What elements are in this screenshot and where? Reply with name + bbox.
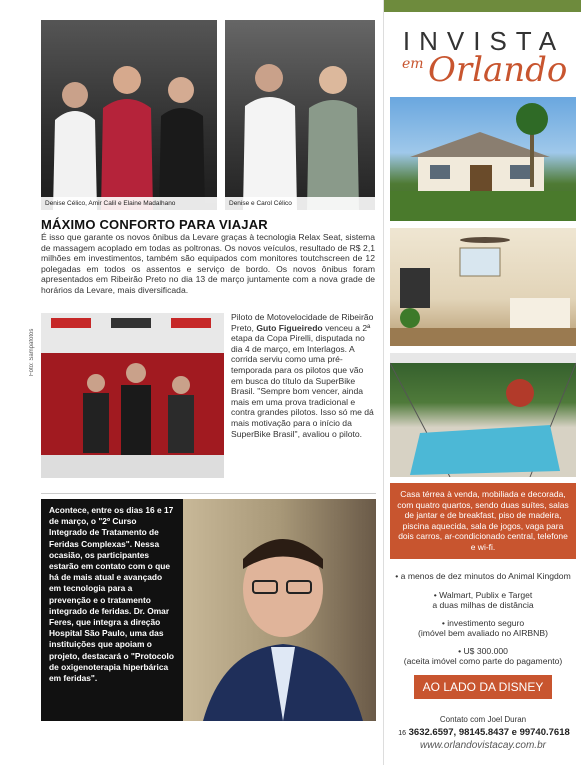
course-box bbox=[41, 499, 183, 721]
photo1-caption: Denise Célico, Amir Calil e Elaine Madalhano bbox=[41, 197, 217, 210]
moto-pilot-name: Guto Figueiredo bbox=[256, 322, 323, 333]
photo-credit: Foto: Sampafotos bbox=[29, 328, 35, 376]
bullet-price: • U$ 300.000 bbox=[458, 646, 508, 656]
divider-line bbox=[41, 493, 376, 494]
people-photo-2 bbox=[225, 20, 375, 210]
description-box bbox=[390, 483, 576, 559]
house-image bbox=[390, 97, 576, 221]
pool-image bbox=[390, 353, 576, 477]
disney-button-label: AO LADO DA DISNEY bbox=[422, 680, 544, 694]
photo2-caption: Denise e Carol Célico bbox=[225, 197, 375, 210]
article-levare: É isso que garante os novos ônibus da Levare graças à tecnologia Relax Seat, sistema de massagem acoplado em todas as poltronas. Os novos veículos, resultado de R$ 2,1 milhões em investimentos, também são equipados com monitores toutchscreen de 12 polegadas em todos os assentos e serviço de bordo. Os novos ônibus foram apresentados em Ribeirão Preto no dia 13 de março juntamente com a nova grade de horários da Levare, mais diversificada. bbox=[41, 232, 375, 295]
people-photo-1 bbox=[41, 20, 217, 210]
em-word: em bbox=[402, 56, 424, 72]
bullet-stores-distance: a duas milhas de distância bbox=[432, 600, 534, 610]
pool-photo bbox=[390, 353, 576, 477]
podium-image bbox=[41, 313, 224, 478]
event-photo-1 bbox=[41, 20, 217, 210]
doctor-image bbox=[183, 499, 376, 721]
livingroom-image bbox=[390, 228, 576, 346]
orlando-ad bbox=[383, 0, 581, 765]
phone-line bbox=[388, 727, 580, 738]
doctor-portrait bbox=[183, 499, 376, 721]
bullet-airbnb: (imóvel bem avaliado no AIRBNB) bbox=[418, 628, 548, 638]
event-photo-2 bbox=[225, 20, 375, 210]
livingroom-photo bbox=[390, 228, 576, 346]
bullet-payment: (aceita imóvel como parte do pagamento) bbox=[403, 656, 563, 666]
bullet-stores: • Walmart, Publix e Target bbox=[433, 590, 533, 600]
course-text: Acontece, entre os dias 16 e 17 de março, o "2º Curso Integrado de Tratamento de Feridas Complexas". Nessa ocasião, os participantes estarão em contato com o que há de mais atual e avançado em tecnologia para a prevenção e o tratamento integrado de feridas. Dr. Omar Feres, que integra a direção Hospital São Paulo, uma das instituições que apoiam o projeto, destacará o "Protocolo de oxigenoterapia hiperbárica em feridas". bbox=[49, 505, 174, 684]
top-green-bar bbox=[384, 0, 581, 12]
bullet-investment: • investimento seguro bbox=[441, 618, 525, 628]
moto-text-pre: Piloto de Motovelocidade de Ribeirão Preto, bbox=[231, 312, 374, 333]
phone-ddd: 16 bbox=[398, 730, 406, 737]
invista-title: INVISTA bbox=[402, 26, 566, 56]
podium-photo bbox=[41, 313, 224, 478]
orlando-title: Orlando bbox=[428, 50, 568, 90]
disney-button[interactable] bbox=[414, 675, 552, 699]
contact-label: Contato com Joel Duran bbox=[439, 715, 527, 724]
bullet-animal-kingdom: • a menos de dez minutos do Animal Kingdom bbox=[395, 571, 571, 581]
article-moto bbox=[231, 312, 376, 439]
description-text: Casa térrea à venda, mobiliada e decorada, com quatro quartos, sendo duas suítes, salas de jantar e de breakfast, piso de madeira, piscina aquecida, sala de jogos, vaga para dois carros, ar-condicionado central, telefone e wi-fi. bbox=[397, 489, 569, 552]
website-link[interactable]: www.orlandovistacay.com.br bbox=[420, 740, 546, 751]
phone-numbers: 3632.6597, 98145.8437 e 99740.7618 bbox=[408, 727, 570, 738]
house-photo bbox=[390, 97, 576, 221]
moto-text-post: venceu a 2ª etapa da Copa Pirelli, disputada no dia 4 de março, em Interlagos. A corrida serviu como uma pré-temporada para os pilotos que vão em busca do título da SuperBike Brasil. "Sempre bom vencer, ainda mais em uma prova tradicional e contra grandes pilotos. Isso só me dá mais motivação para o início da SuperBike Brasil", avaliou o piloto. bbox=[231, 322, 374, 439]
headline: MÁXIMO CONFORTO PARA VIAJAR bbox=[41, 217, 268, 232]
